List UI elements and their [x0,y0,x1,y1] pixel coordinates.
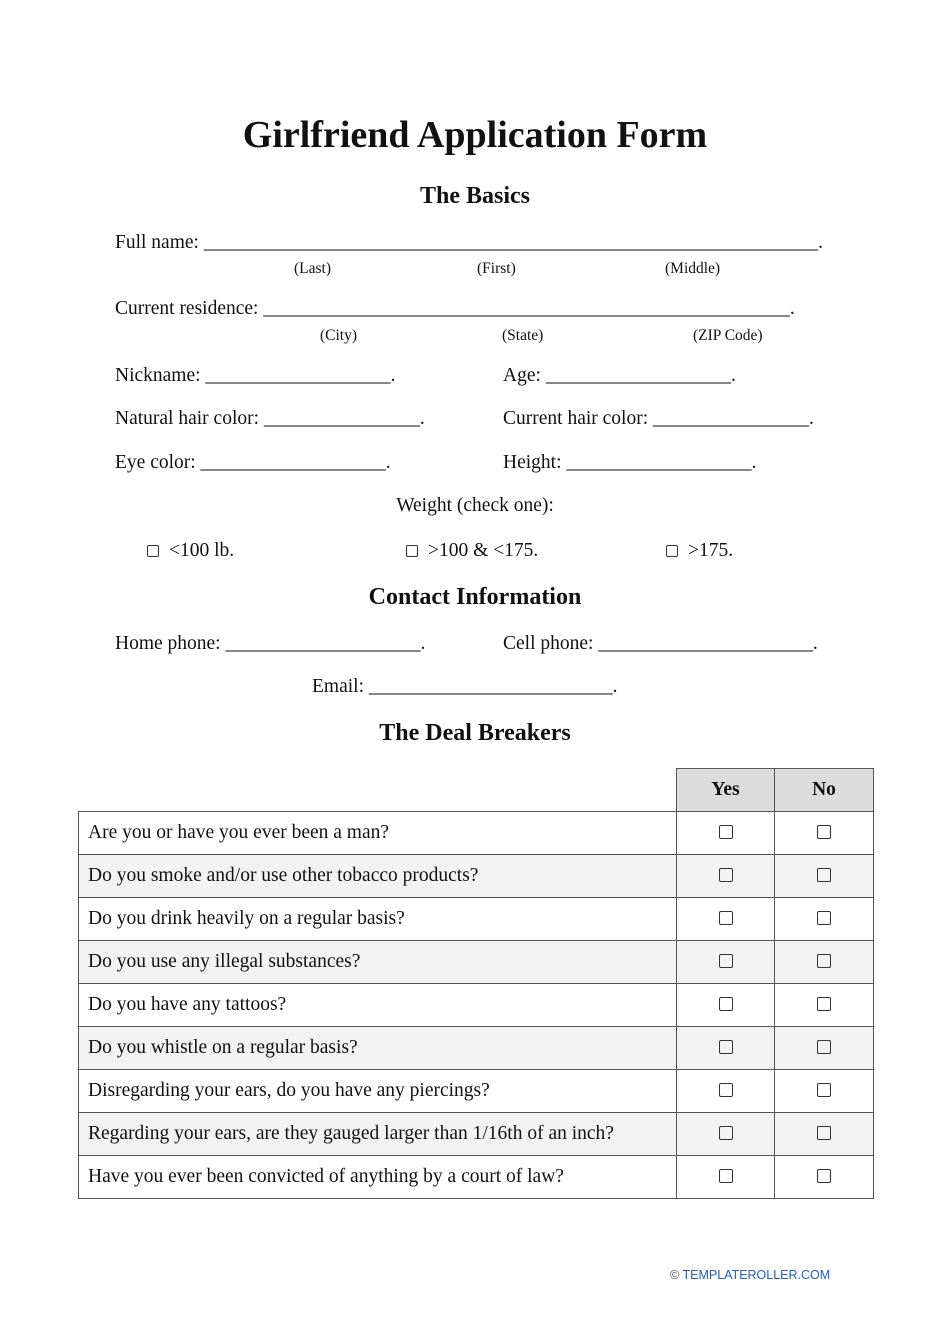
question-text: Do you use any illegal substances? [79,941,677,984]
age-field[interactable]: Age: ___________________. [503,365,736,386]
table-row [79,898,874,941]
weight-label: Weight (check one): [396,495,554,516]
no-checkbox[interactable] [817,868,831,882]
no-cell [775,984,874,1027]
no-checkbox[interactable] [817,997,831,1011]
full-name-field[interactable]: Full name: _______________________________________________________________. [115,232,823,253]
yes-cell [677,1113,775,1156]
weight-option-label: >175. [688,540,734,561]
yes-cell [677,1070,775,1113]
table-row [79,855,874,898]
full-name-last-label: (Last) [294,260,332,277]
residence-field[interactable]: Current residence: ______________________________________________________. [115,298,795,319]
no-cell [775,1156,874,1199]
no-cell [775,941,874,984]
yes-checkbox[interactable] [719,997,733,1011]
no-checkbox[interactable] [817,825,831,839]
yes-cell [677,984,775,1027]
yes-cell [677,1156,775,1199]
footer-credit [670,1268,830,1282]
checkbox-icon[interactable] [406,545,418,557]
no-cell [775,1113,874,1156]
question-text: Regarding your ears, are they gauged larger than 1/16th of an inch? [79,1113,677,1156]
email-field[interactable]: Email: _________________________. [312,676,618,697]
home-phone-field[interactable]: Home phone: ____________________. [115,633,426,654]
full-name-first-label: (First) [477,260,516,277]
question-text: Do you have any tattoos? [79,984,677,1027]
no-cell [775,898,874,941]
cell-phone-field[interactable]: Cell phone: ______________________. [503,633,818,654]
residence-zip-label: (ZIP Code) [693,327,763,344]
no-cell [775,855,874,898]
checkbox-icon[interactable] [147,545,159,557]
yes-checkbox[interactable] [719,1169,733,1183]
table-row [79,1027,874,1070]
question-text: Do you whistle on a regular basis? [79,1027,677,1070]
yes-cell [677,855,775,898]
nickname-field[interactable]: Nickname: ___________________. [115,365,396,386]
table-row [79,1156,874,1199]
yes-checkbox[interactable] [719,954,733,968]
column-header-yes: Yes [677,769,775,812]
residence-city-label: (City) [320,327,358,344]
no-checkbox[interactable] [817,1169,831,1183]
weight-option-under-100[interactable] [147,540,234,562]
no-cell [775,1027,874,1070]
eye-color-field[interactable]: Eye color: ___________________. [115,452,391,473]
yes-cell [677,941,775,984]
weight-option-over-175[interactable] [666,540,733,562]
header-blank-cell [79,769,677,812]
checkbox-icon[interactable] [666,545,678,557]
no-checkbox[interactable] [817,1126,831,1140]
yes-checkbox[interactable] [719,825,733,839]
section-heading-basics: The Basics [419,183,530,209]
no-checkbox[interactable] [817,1040,831,1054]
no-cell [775,1070,874,1113]
weight-option-100-175[interactable] [406,540,538,562]
footer-site-link[interactable]: TEMPLATEROLLER.COM [682,1268,831,1282]
height-field[interactable]: Height: ___________________. [503,452,757,473]
yes-cell [677,898,775,941]
weight-option-label: >100 & <175. [428,540,539,561]
table-row [79,812,874,855]
yes-checkbox[interactable] [719,1083,733,1097]
natural-hair-color-field[interactable]: Natural hair color: ________________. [115,408,425,429]
residence-state-label: (State) [502,327,544,344]
yes-cell [677,812,775,855]
no-cell [775,812,874,855]
question-text: Do you smoke and/or use other tobacco products? [79,855,677,898]
table-row [79,941,874,984]
no-checkbox[interactable] [817,1083,831,1097]
yes-cell [677,1027,775,1070]
table-row [79,1113,874,1156]
no-checkbox[interactable] [817,954,831,968]
weight-option-label: <100 lb. [169,540,235,561]
full-name-middle-label: (Middle) [665,260,721,277]
column-header-no: No [775,769,874,812]
section-heading-contact: Contact Information [368,584,582,610]
table-row [79,984,874,1027]
current-hair-color-field[interactable]: Current hair color: ________________. [503,408,814,429]
question-text: Are you or have you ever been a man? [79,812,677,855]
yes-checkbox[interactable] [719,911,733,925]
yes-checkbox[interactable] [719,868,733,882]
question-text: Disregarding your ears, do you have any piercings? [79,1070,677,1113]
question-text: Do you drink heavily on a regular basis? [79,898,677,941]
table-row [79,1070,874,1113]
no-checkbox[interactable] [817,911,831,925]
copyright-icon: © [670,1268,680,1282]
page-title: Girlfriend Application Form [242,114,708,156]
yes-checkbox[interactable] [719,1126,733,1140]
section-heading-deal-breakers: The Deal Breakers [379,720,571,746]
yes-checkbox[interactable] [719,1040,733,1054]
table-header-row [79,769,874,812]
question-text: Have you ever been convicted of anything by a court of law? [79,1156,677,1199]
deal-breakers-table [78,768,874,1199]
